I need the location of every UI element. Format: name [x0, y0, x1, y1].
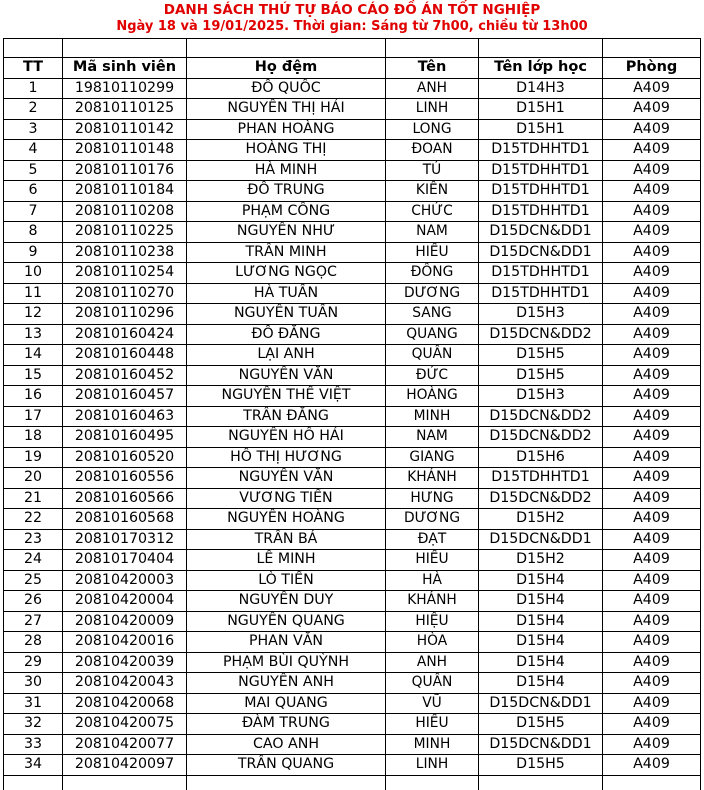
- cell-room: A409: [603, 427, 701, 448]
- cell-surname: PHAN VĂN: [187, 632, 386, 653]
- cell-tt: 28: [4, 632, 63, 653]
- cell-room: A409: [603, 160, 701, 181]
- cell-room: A409: [603, 181, 701, 202]
- cell-class: D15H4: [479, 652, 603, 673]
- cell-student-id: 20810160452: [63, 365, 187, 386]
- cell-tt: 15: [4, 365, 63, 386]
- table-row: [4, 673, 701, 694]
- cell-surname: NGUYỄN HỒ HẢI: [187, 427, 386, 448]
- cell-student-id: 20810110296: [63, 304, 187, 325]
- cell-surname: HỒ THỊ HƯƠNG: [187, 447, 386, 468]
- cell-room: A409: [603, 201, 701, 222]
- table-row: [4, 304, 701, 325]
- cell-student-id: 20810110238: [63, 242, 187, 263]
- table-row: [4, 468, 701, 489]
- cell-tt: 10: [4, 263, 63, 284]
- blank-cell: [386, 39, 479, 58]
- cell-tt: 24: [4, 550, 63, 571]
- header-given-name: Tên: [386, 58, 479, 79]
- cell-given-name: VŨ: [386, 693, 479, 714]
- table-row: [4, 283, 701, 304]
- cell-class: D15H2: [479, 550, 603, 571]
- cell-tt: 9: [4, 242, 63, 263]
- cell-given-name: ANH: [386, 652, 479, 673]
- cell-room: A409: [603, 263, 701, 284]
- cell-room: A409: [603, 222, 701, 243]
- cell-surname: ĐÀM TRUNG: [187, 714, 386, 735]
- cell-class: D15TDHHTD1: [479, 181, 603, 202]
- cell-given-name: HIẾU: [386, 714, 479, 735]
- cell-given-name: HIẾU: [386, 550, 479, 571]
- document-subtitle: Ngày 18 và 19/01/2025. Thời gian: Sáng từ 7h00, chiều từ 13h00: [116, 19, 588, 34]
- cell-student-id: 20810420009: [63, 611, 187, 632]
- cell-tt: 8: [4, 222, 63, 243]
- cell-surname: TRẦN ĐĂNG: [187, 406, 386, 427]
- cell-tt: 26: [4, 591, 63, 612]
- table-row: [4, 242, 701, 263]
- cell-room: A409: [603, 591, 701, 612]
- cell-surname: HÀ TUẤN: [187, 283, 386, 304]
- cell-given-name: QUÂN: [386, 345, 479, 366]
- cell-student-id: 20810160448: [63, 345, 187, 366]
- cell-class: D15H5: [479, 365, 603, 386]
- cell-student-id: 20810110225: [63, 222, 187, 243]
- cell-room: A409: [603, 406, 701, 427]
- cell-student-id: 20810420004: [63, 591, 187, 612]
- cell-room: A409: [603, 652, 701, 673]
- cell-surname: LẠI ANH: [187, 345, 386, 366]
- cell-student-id: 20810110148: [63, 140, 187, 161]
- table-row: [4, 714, 701, 735]
- blank-cell: [479, 39, 603, 58]
- cell-room: A409: [603, 611, 701, 632]
- cell-student-id: 19810110299: [63, 78, 187, 99]
- table-row: [4, 652, 701, 673]
- cell-given-name: SANG: [386, 304, 479, 325]
- table-row: [4, 324, 701, 345]
- cell-surname: NGUYỄN ANH: [187, 673, 386, 694]
- table-row: [4, 591, 701, 612]
- cell-room: A409: [603, 755, 701, 776]
- cell-tt: 27: [4, 611, 63, 632]
- cell-surname: LÒ TIẾN: [187, 570, 386, 591]
- cell-given-name: LINH: [386, 99, 479, 120]
- cell-tt: 30: [4, 673, 63, 694]
- table-row: [4, 365, 701, 386]
- cell-student-id: 20810160424: [63, 324, 187, 345]
- blank-cell: [603, 39, 701, 58]
- cell-room: A409: [603, 345, 701, 366]
- cell-student-id: 20810110125: [63, 99, 187, 120]
- cell-tt: 12: [4, 304, 63, 325]
- header-tt: TT: [4, 58, 63, 79]
- cell-student-id: 20810160463: [63, 406, 187, 427]
- cell-room: A409: [603, 386, 701, 407]
- cell-class: D15H6: [479, 447, 603, 468]
- cell-surname: NGUYỄN VĂN: [187, 468, 386, 489]
- cell-room: A409: [603, 673, 701, 694]
- cell-given-name: NAM: [386, 427, 479, 448]
- table-row: [4, 570, 701, 591]
- cell-tt: 5: [4, 160, 63, 181]
- table-row: [4, 488, 701, 509]
- table-row: [4, 263, 701, 284]
- cell-given-name: HƯNG: [386, 488, 479, 509]
- cell-surname: NGUYỄN TUẤN: [187, 304, 386, 325]
- cell-tt: 6: [4, 181, 63, 202]
- table-row: [4, 755, 701, 776]
- cell-student-id: 20810160520: [63, 447, 187, 468]
- cell-given-name: GIANG: [386, 447, 479, 468]
- cell-class: D15DCN&DD2: [479, 488, 603, 509]
- document-title: DANH SÁCH THỨ TỰ BÁO CÁO ĐỒ ÁN TỐT NGHIỆP: [163, 2, 541, 18]
- cell-class: D15H2: [479, 509, 603, 530]
- table-row: [4, 447, 701, 468]
- table-row: [4, 345, 701, 366]
- cell-given-name: HOÀNG: [386, 386, 479, 407]
- cell-student-id: 20810420075: [63, 714, 187, 735]
- cell-given-name: DƯƠNG: [386, 509, 479, 530]
- cell-class: D15TDHHTD1: [479, 468, 603, 489]
- cell-class: D15TDHHTD1: [479, 263, 603, 284]
- cell-class: D15DCN&DD1: [479, 693, 603, 714]
- blank-cell: [386, 775, 479, 790]
- table-row: [4, 386, 701, 407]
- cell-student-id: 20810110176: [63, 160, 187, 181]
- cell-student-id: 20810160568: [63, 509, 187, 530]
- cell-given-name: CHỨC: [386, 201, 479, 222]
- cell-given-name: QUÂN: [386, 673, 479, 694]
- cell-class: D15DCN&DD1: [479, 529, 603, 550]
- cell-class: D15H5: [479, 755, 603, 776]
- blank-row: [4, 39, 701, 58]
- cell-student-id: 20810420068: [63, 693, 187, 714]
- cell-tt: 23: [4, 529, 63, 550]
- header-surname: Họ đệm: [187, 58, 386, 79]
- cell-room: A409: [603, 488, 701, 509]
- cell-given-name: HÒA: [386, 632, 479, 653]
- cell-surname: NGUYỄN DUY: [187, 591, 386, 612]
- cell-surname: TRẦN QUANG: [187, 755, 386, 776]
- cell-given-name: QUANG: [386, 324, 479, 345]
- cell-room: A409: [603, 140, 701, 161]
- cell-tt: 22: [4, 509, 63, 530]
- cell-given-name: ANH: [386, 78, 479, 99]
- table-row: [4, 181, 701, 202]
- cell-tt: 4: [4, 140, 63, 161]
- cell-tt: 33: [4, 734, 63, 755]
- blank-row: [4, 775, 701, 790]
- header-room: Phòng: [603, 58, 701, 79]
- cell-tt: 2: [4, 99, 63, 120]
- cell-class: D15H4: [479, 611, 603, 632]
- cell-tt: 1: [4, 78, 63, 99]
- cell-class: D15H4: [479, 570, 603, 591]
- cell-room: A409: [603, 632, 701, 653]
- table-row: [4, 160, 701, 181]
- blank-cell: [4, 775, 63, 790]
- cell-given-name: KHÁNH: [386, 591, 479, 612]
- cell-room: A409: [603, 78, 701, 99]
- table-row: [4, 693, 701, 714]
- cell-room: A409: [603, 283, 701, 304]
- header-student-id: Mã sinh viên: [63, 58, 187, 79]
- cell-tt: 21: [4, 488, 63, 509]
- cell-given-name: KIÊN: [386, 181, 479, 202]
- cell-given-name: HIỆU: [386, 611, 479, 632]
- table-row: [4, 78, 701, 99]
- cell-room: A409: [603, 529, 701, 550]
- cell-student-id: 20810420039: [63, 652, 187, 673]
- cell-class: D15H4: [479, 591, 603, 612]
- cell-student-id: 20810170312: [63, 529, 187, 550]
- header-row: [4, 58, 701, 79]
- cell-class: D15DCN&DD2: [479, 427, 603, 448]
- cell-room: A409: [603, 570, 701, 591]
- cell-tt: 32: [4, 714, 63, 735]
- blank-cell: [187, 39, 386, 58]
- cell-surname: HOÀNG THỊ: [187, 140, 386, 161]
- cell-class: D15H4: [479, 673, 603, 694]
- cell-tt: 29: [4, 652, 63, 673]
- cell-tt: 18: [4, 427, 63, 448]
- cell-surname: NGUYỄN HOÀNG: [187, 509, 386, 530]
- cell-surname: TRẦN MINH: [187, 242, 386, 263]
- cell-student-id: 20810420003: [63, 570, 187, 591]
- cell-student-id: 20810170404: [63, 550, 187, 571]
- blank-cell: [63, 39, 187, 58]
- cell-class: D15H4: [479, 632, 603, 653]
- table-row: [4, 119, 701, 140]
- cell-room: A409: [603, 468, 701, 489]
- cell-room: A409: [603, 365, 701, 386]
- cell-room: A409: [603, 304, 701, 325]
- cell-tt: 19: [4, 447, 63, 468]
- header-class: Tên lớp học: [479, 58, 603, 79]
- cell-given-name: MINH: [386, 406, 479, 427]
- table-row: [4, 201, 701, 222]
- cell-room: A409: [603, 99, 701, 120]
- cell-class: D15H3: [479, 304, 603, 325]
- cell-surname: NGUYỄN NHƯ: [187, 222, 386, 243]
- table-body: [4, 39, 701, 790]
- cell-tt: 7: [4, 201, 63, 222]
- cell-room: A409: [603, 550, 701, 571]
- cell-class: D15H5: [479, 714, 603, 735]
- cell-given-name: ĐOAN: [386, 140, 479, 161]
- cell-student-id: 20810110142: [63, 119, 187, 140]
- table-row: [4, 734, 701, 755]
- cell-class: D15H1: [479, 99, 603, 120]
- cell-given-name: KHÁNH: [386, 468, 479, 489]
- cell-student-id: 20810110184: [63, 181, 187, 202]
- cell-surname: NGUYỄN THẾ VIỆT: [187, 386, 386, 407]
- cell-tt: 34: [4, 755, 63, 776]
- cell-student-id: 20810110254: [63, 263, 187, 284]
- table-row: [4, 550, 701, 571]
- cell-class: D15TDHHTD1: [479, 160, 603, 181]
- table-row: [4, 222, 701, 243]
- cell-room: A409: [603, 509, 701, 530]
- blank-cell: [603, 775, 701, 790]
- cell-student-id: 20810110208: [63, 201, 187, 222]
- cell-given-name: ĐẠT: [386, 529, 479, 550]
- blank-cell: [187, 775, 386, 790]
- cell-surname: PHAN HOÀNG: [187, 119, 386, 140]
- cell-room: A409: [603, 693, 701, 714]
- cell-surname: HÀ MINH: [187, 160, 386, 181]
- table-row: [4, 406, 701, 427]
- cell-surname: PHẠM BÙI QUỲNH: [187, 652, 386, 673]
- cell-surname: LÊ MINH: [187, 550, 386, 571]
- cell-tt: 13: [4, 324, 63, 345]
- cell-class: D15H5: [479, 345, 603, 366]
- cell-student-id: 20810160556: [63, 468, 187, 489]
- cell-room: A409: [603, 714, 701, 735]
- cell-surname: CAO ANH: [187, 734, 386, 755]
- cell-class: D15DCN&DD2: [479, 324, 603, 345]
- cell-tt: 3: [4, 119, 63, 140]
- cell-given-name: LONG: [386, 119, 479, 140]
- cell-room: A409: [603, 119, 701, 140]
- cell-given-name: ĐỨC: [386, 365, 479, 386]
- table-row: [4, 140, 701, 161]
- cell-surname: NGUYỄN VĂN: [187, 365, 386, 386]
- cell-surname: MAI QUANG: [187, 693, 386, 714]
- cell-class: D15TDHHTD1: [479, 140, 603, 161]
- cell-surname: TRẦN BÁ: [187, 529, 386, 550]
- cell-student-id: 20810420016: [63, 632, 187, 653]
- cell-tt: 25: [4, 570, 63, 591]
- table-row: [4, 99, 701, 120]
- cell-tt: 14: [4, 345, 63, 366]
- cell-surname: VƯƠNG TIẾN: [187, 488, 386, 509]
- cell-student-id: 20810160495: [63, 427, 187, 448]
- cell-surname: ĐỖ ĐĂNG: [187, 324, 386, 345]
- cell-tt: 11: [4, 283, 63, 304]
- cell-class: D15DCN&DD1: [479, 734, 603, 755]
- cell-given-name: ĐÔNG: [386, 263, 479, 284]
- cell-given-name: TÚ: [386, 160, 479, 181]
- cell-class: D15TDHHTD1: [479, 283, 603, 304]
- cell-student-id: 20810110270: [63, 283, 187, 304]
- table-row: [4, 427, 701, 448]
- cell-class: D15DCN&DD2: [479, 406, 603, 427]
- cell-surname: ĐỖ QUỐC: [187, 78, 386, 99]
- cell-student-id: 20810160566: [63, 488, 187, 509]
- cell-surname: NGUYỄN THỊ HẢI: [187, 99, 386, 120]
- blank-cell: [4, 39, 63, 58]
- cell-given-name: HIẾU: [386, 242, 479, 263]
- cell-tt: 16: [4, 386, 63, 407]
- cell-room: A409: [603, 324, 701, 345]
- cell-given-name: NAM: [386, 222, 479, 243]
- cell-student-id: 20810160457: [63, 386, 187, 407]
- cell-student-id: 20810420043: [63, 673, 187, 694]
- cell-given-name: LINH: [386, 755, 479, 776]
- cell-student-id: 20810420097: [63, 755, 187, 776]
- cell-room: A409: [603, 242, 701, 263]
- cell-surname: LƯƠNG NGỌC: [187, 263, 386, 284]
- cell-student-id: 20810420077: [63, 734, 187, 755]
- cell-class: D15DCN&DD1: [479, 242, 603, 263]
- cell-class: D15TDHHTD1: [479, 201, 603, 222]
- cell-room: A409: [603, 734, 701, 755]
- cell-given-name: DƯƠNG: [386, 283, 479, 304]
- table-row: [4, 509, 701, 530]
- cell-class: D15H3: [479, 386, 603, 407]
- cell-surname: PHẠM CÔNG: [187, 201, 386, 222]
- cell-given-name: HÀ: [386, 570, 479, 591]
- cell-tt: 31: [4, 693, 63, 714]
- cell-class: D14H3: [479, 78, 603, 99]
- cell-tt: 20: [4, 468, 63, 489]
- blank-cell: [63, 775, 187, 790]
- table-row: [4, 632, 701, 653]
- cell-given-name: MINH: [386, 734, 479, 755]
- cell-surname: NGUYỄN QUANG: [187, 611, 386, 632]
- cell-room: A409: [603, 447, 701, 468]
- table-row: [4, 611, 701, 632]
- cell-tt: 17: [4, 406, 63, 427]
- student-schedule-table: [3, 38, 701, 790]
- blank-cell: [479, 775, 603, 790]
- cell-surname: ĐỖ TRUNG: [187, 181, 386, 202]
- cell-class: D15H1: [479, 119, 603, 140]
- cell-class: D15DCN&DD1: [479, 222, 603, 243]
- table-row: [4, 529, 701, 550]
